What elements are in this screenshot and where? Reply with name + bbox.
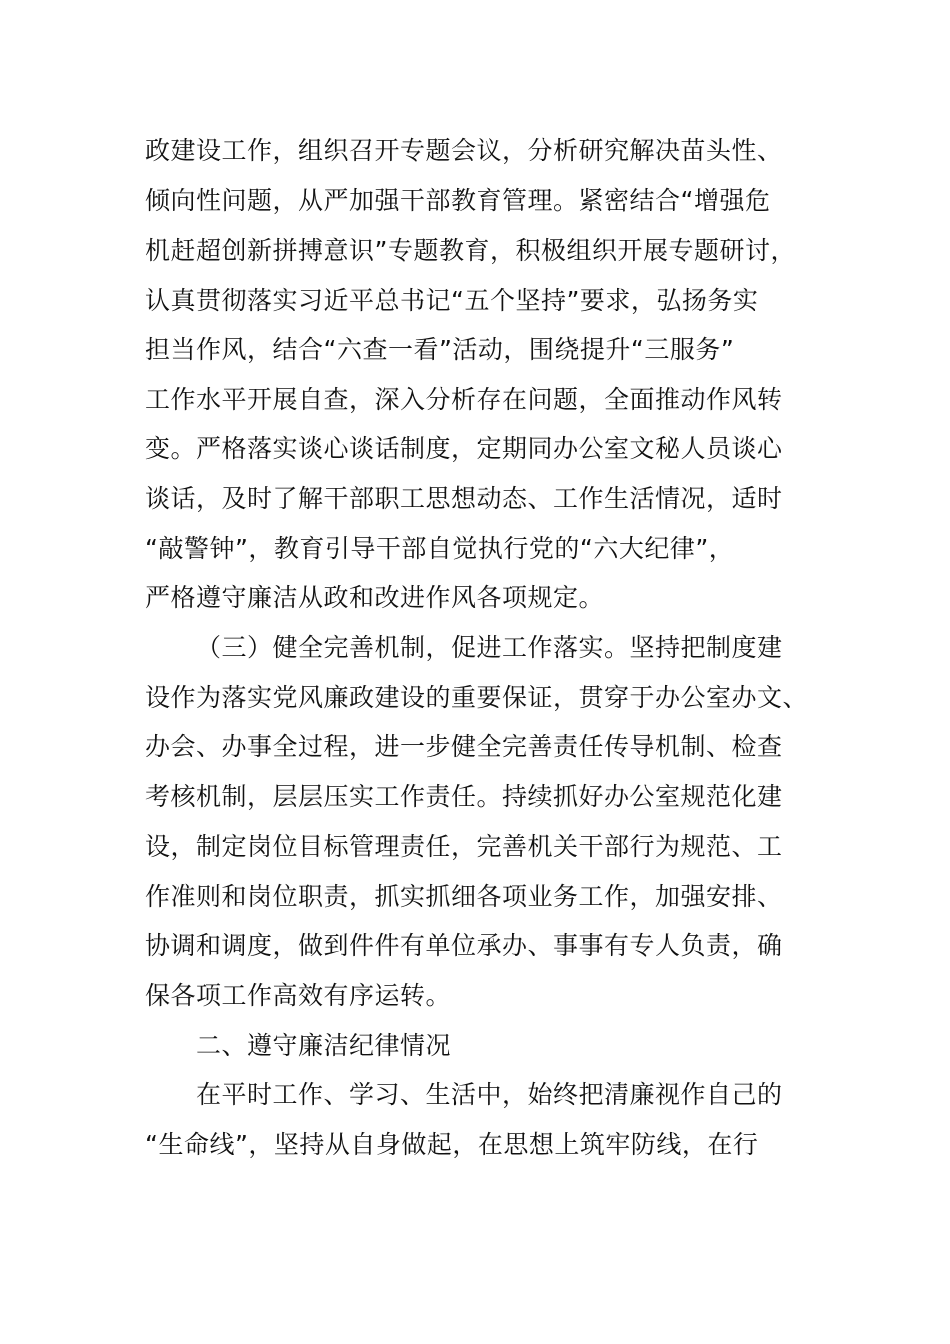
text-line: 考核机制，层层压实工作责任。持续抓好办公室规范化建 [145, 782, 783, 811]
text-line: “生命线”，坚持从自身做起，在思想上筑牢防线，在行 [145, 1130, 759, 1159]
text-line: 严格遵守廉洁从政和改进作风各项规定。 [145, 583, 605, 612]
text-line: 作准则和岗位职责，抓实抓细各项业务工作，加强安排、 [145, 882, 783, 911]
text-line: 协调和调度，做到件件有单位承办、事事有专人负责，确 [145, 931, 783, 960]
text-line: 设，制定岗位目标管理责任，完善机关干部行为规范、工 [145, 832, 783, 861]
section-heading: 二、遵守廉洁纪律情况 [196, 1031, 452, 1060]
text-line: 办会、办事全过程，进一步健全完善责任传导机制、检查 [145, 732, 783, 761]
text-line: 倾向性问题，从严加强干部教育管理。紧密结合“增强危 [145, 186, 771, 215]
text-line: 保各项工作高效有序运转。 [145, 981, 452, 1010]
text-line: 政建设工作，组织召开专题会议，分析研究解决苗头性、 [145, 136, 783, 165]
text-line: 认真贯彻落实习近平总书记“五个坚持”要求，弘扬务实 [145, 286, 759, 315]
text-line: 设作为落实党风廉政建设的重要保证，贯穿于办公室办文、 [145, 683, 809, 712]
text-line: 机赶超创新拼搏意识”专题教育，积极组织开展专题研讨， [145, 236, 796, 265]
text-line: 担当作风，结合“六查一看”活动，围绕提升“三服务” [145, 335, 735, 364]
text-line: 变。严格落实谈心谈话制度，定期同办公室文秘人员谈心 [145, 434, 783, 463]
text-line: 谈话，及时了解干部职工思想动态、工作生活情况，适时 [145, 484, 783, 513]
text-line: 工作水平开展自查，深入分析存在问题，全面推动作风转 [145, 385, 783, 414]
section-heading-line: （三）健全完善机制，促进工作落实。坚持把制度建 [196, 633, 783, 662]
text-line: “敲警钟”，教育引导干部自觉执行党的“六大纪律”， [145, 534, 735, 563]
paragraph-start-line: 在平时工作、学习、生活中，始终把清廉视作自己的 [196, 1080, 783, 1109]
